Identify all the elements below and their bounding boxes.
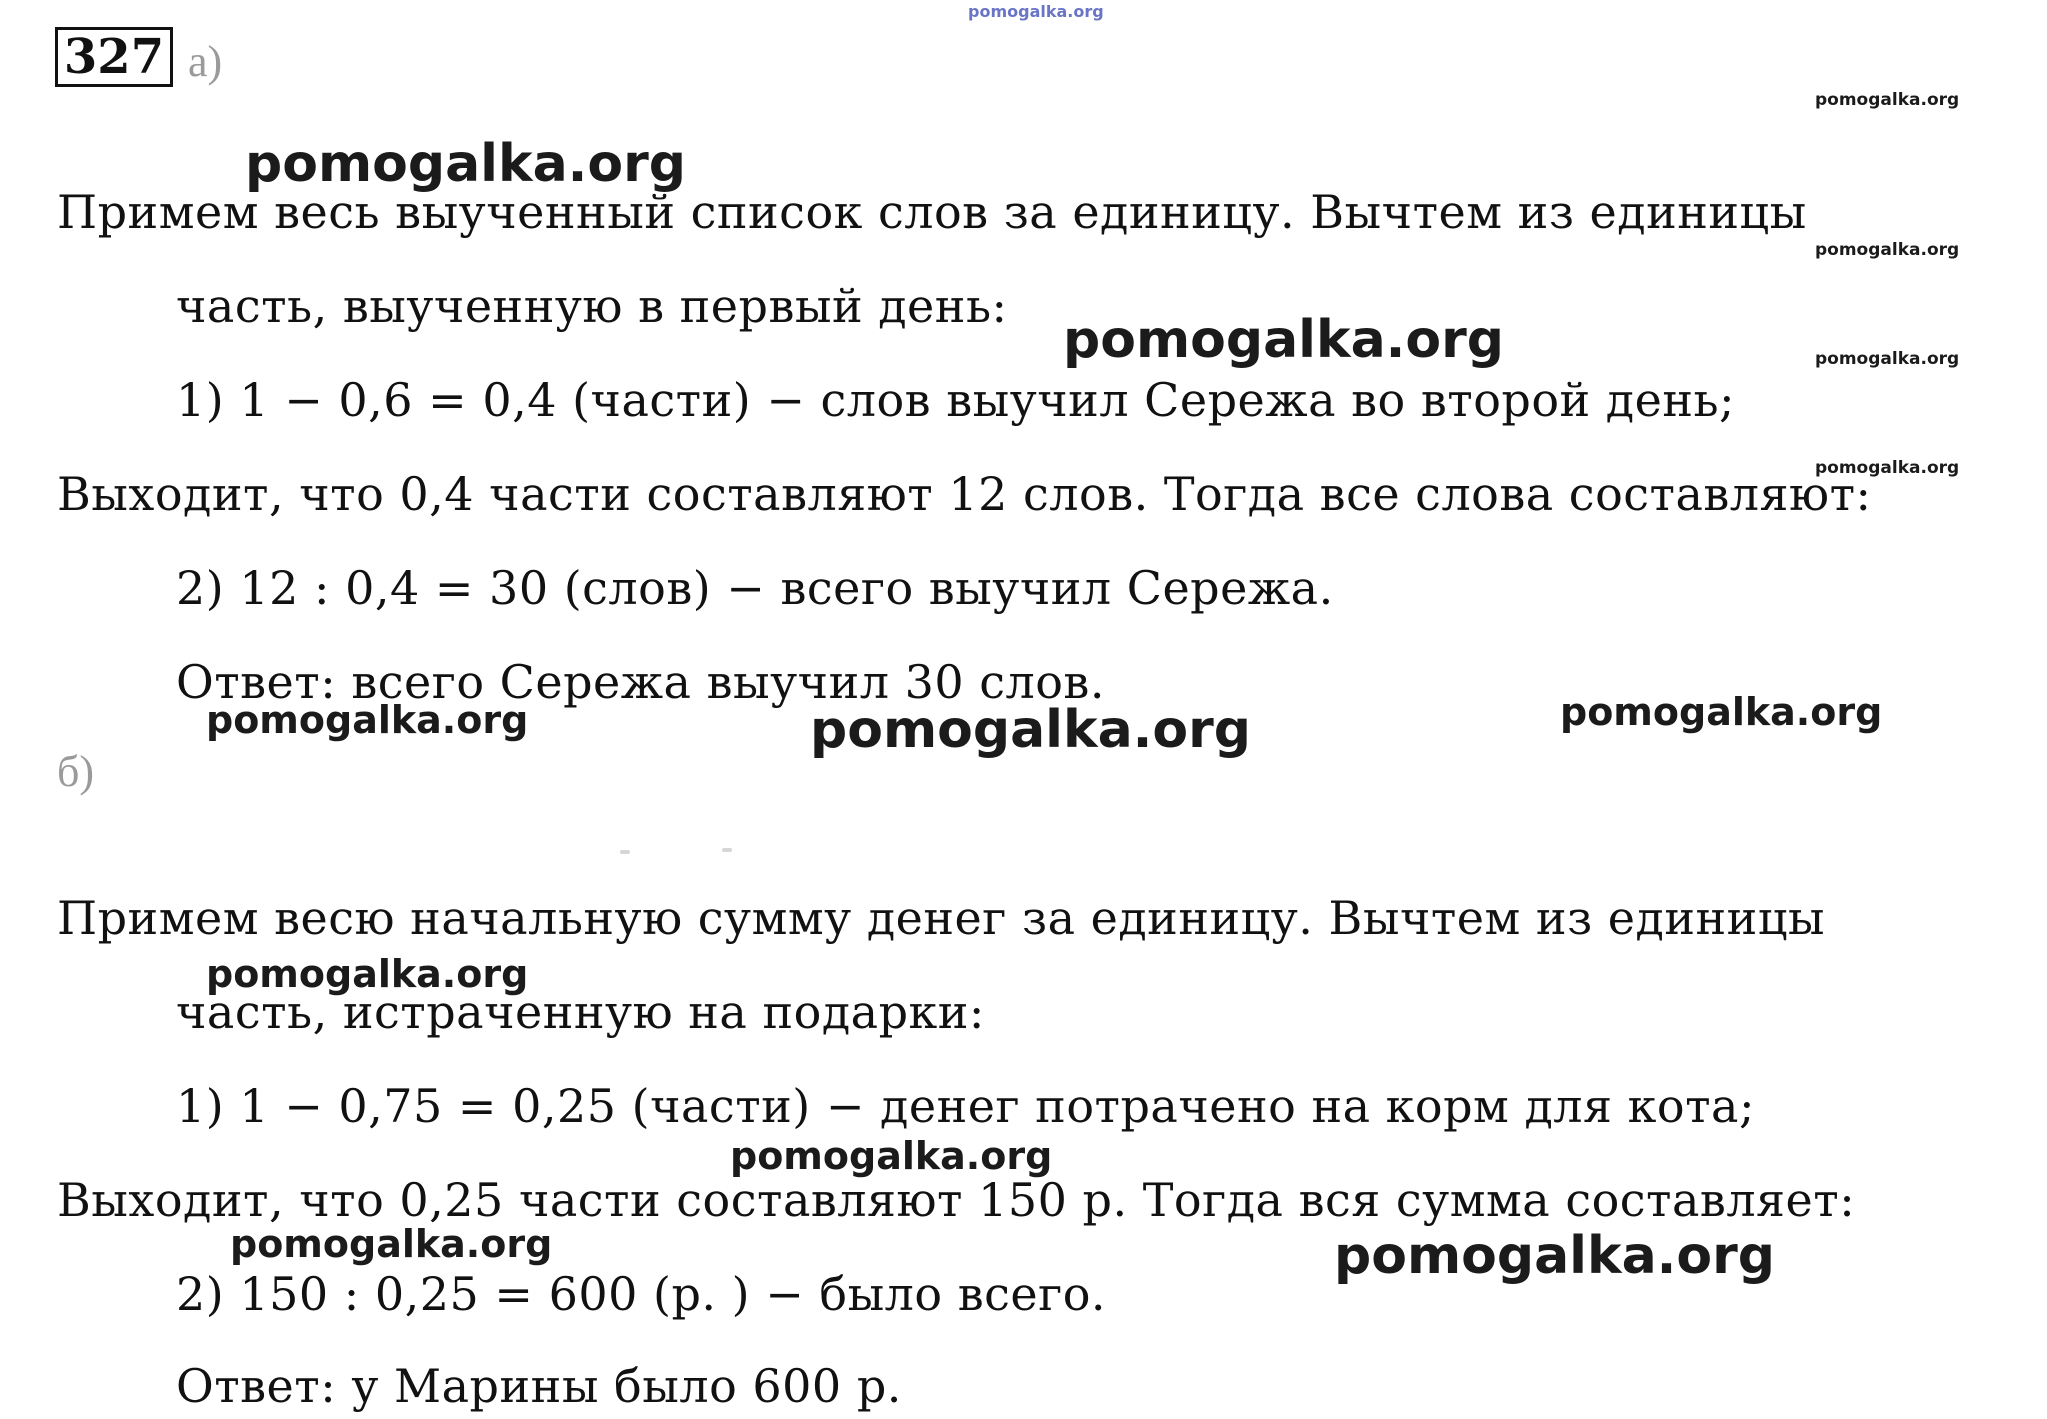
part-b-line-5: 2) 150 : 0,25 = 600 (р. ) − было всего. [176,1267,1107,1321]
part-a-line-1: Примем весь выученный список слов за единицу. Вычтем из единицы [57,185,1807,239]
watermark: pomogalka.org [245,134,687,194]
part-a-answer: Ответ: всего Сережа выучил 30 слов. [176,655,1105,709]
scan-speck [620,850,630,854]
part-a-label: а) [188,37,223,86]
part-a-line-2: часть, выученную в первый день: [176,279,1008,333]
part-a-line-5: 2) 12 : 0,4 = 30 (слов) − всего выучил Сережа. [176,561,1334,615]
watermark: pomogalka.org [1560,690,1883,734]
part-b-line-4: Выходит, что 0,25 части составляют 150 р. Тогда вся сумма составляет: [57,1173,1856,1227]
part-a-line-3: 1) 1 − 0,6 = 0,4 (части) − слов выучил Сережа во второй день; [176,373,1736,427]
problem-number: 327 [55,27,173,87]
part-b-label: б) [57,747,95,796]
scan-speck [722,848,732,852]
watermark: pomogalka.org [1815,349,1960,369]
watermark: pomogalka.org [230,1222,553,1266]
part-b-line-3: 1) 1 − 0,75 = 0,25 (части) − денег потрачено на корм для кота; [176,1079,1755,1133]
part-b-answer: Ответ: у Марины было 600 р. [176,1359,902,1413]
watermark: pomogalka.org [1063,310,1505,370]
watermark: pomogalka.org [730,1134,1053,1178]
watermark: pomogalka.org [1815,458,1960,478]
watermark: pomogalka.org [1815,240,1960,260]
watermark: pomogalka.org [206,698,529,742]
part-a-line-4: Выходит, что 0,4 части составляют 12 слов. Тогда все слова составляют: [57,467,1872,521]
watermark: pomogalka.org [968,2,1104,21]
watermark: pomogalka.org [1334,1226,1776,1286]
part-b-line-2: часть, истраченную на подарки: [176,985,985,1039]
watermark: pomogalka.org [810,700,1252,760]
part-b-line-1: Примем весю начальную сумму денег за единицу. Вычтем из единицы [57,891,1826,945]
watermark: pomogalka.org [206,952,529,996]
watermark: pomogalka.org [1815,90,1960,110]
